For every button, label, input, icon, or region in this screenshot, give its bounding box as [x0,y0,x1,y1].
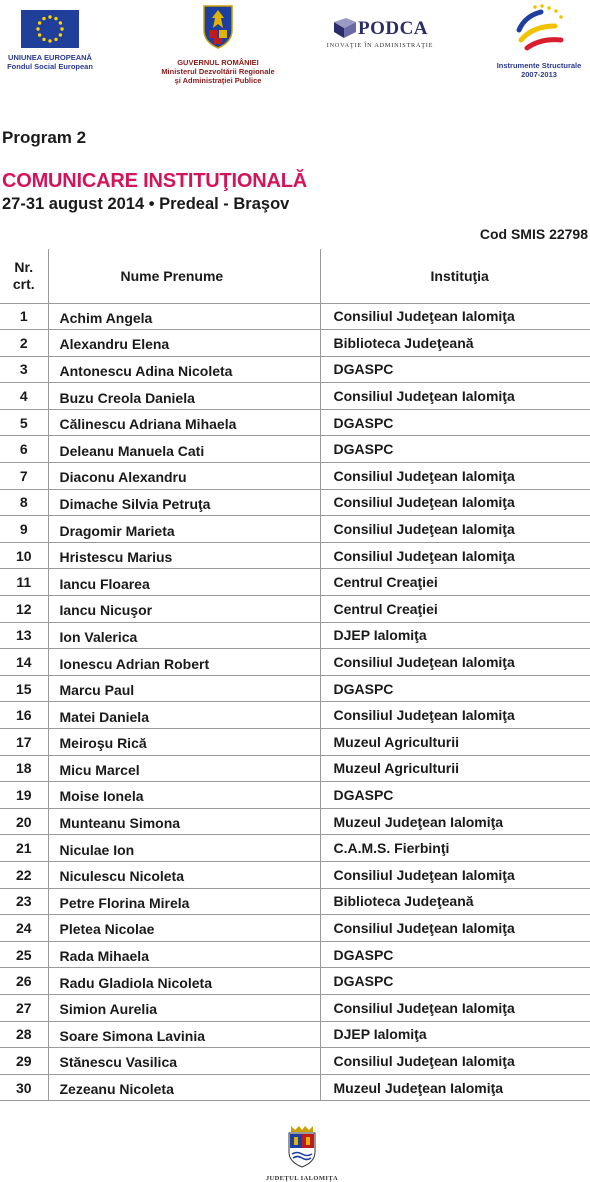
eu-logo-line2: Fondul Social European [7,62,93,71]
row-number: 27 [0,994,48,1021]
table-row [0,968,590,995]
participant-name: Dimache Silvia Petruţa [48,489,320,516]
eu-star-icon [38,33,41,36]
table-row [0,1074,590,1101]
table-row [0,569,590,596]
participant-institution: DGASPC [320,356,590,383]
table-row [0,303,590,330]
participant-name: Ionescu Adrian Robert [48,649,320,676]
table-row [0,463,590,490]
table-row [0,356,590,383]
participant-name: Ion Valerica [48,622,320,649]
participant-institution: Centrul Creaţiei [320,596,590,623]
participant-institution: Consiliul Judeţean Ialomiţa [320,649,590,676]
eu-star-icon [42,17,45,20]
row-number: 13 [0,622,48,649]
eu-star-icon [60,27,63,30]
participant-institution: Biblioteca Judeţeană [320,888,590,915]
participant-institution: C.A.M.S. Fierbinţi [320,835,590,862]
participant-institution: Consiliul Judeţean Ialomiţa [320,861,590,888]
participant-institution: Consiliul Judeţean Ialomiţa [320,542,590,569]
header-nr-line2: crt. [12,275,35,292]
participant-institution: Muzeul Judeţean Ialomiţa [320,808,590,835]
table-row [0,835,590,862]
table-row [0,729,590,756]
row-number: 26 [0,968,48,995]
eu-star-icon [59,21,62,24]
row-number: 8 [0,489,48,516]
row-number: 16 [0,702,48,729]
row-number: 5 [0,409,48,436]
table-row [0,782,590,809]
table-row [0,330,590,357]
participant-institution: DJEP Ialomiţa [320,622,590,649]
participant-name: Alexandru Elena [48,330,320,357]
row-number: 15 [0,675,48,702]
row-number: 25 [0,941,48,968]
table-row [0,649,590,676]
participant-name: Niculae Ion [48,835,320,862]
row-number: 23 [0,888,48,915]
table-row [0,861,590,888]
table-row [0,941,590,968]
participant-name: Călinescu Adriana Mihaela [48,409,320,436]
row-number: 4 [0,383,48,410]
participant-name: Buzu Creola Daniela [48,383,320,410]
page-title: COMUNICARE INSTITUŢIONALĂ [2,170,307,192]
cod-smis: Cod SMIS 22798 [479,226,588,242]
table-row [0,888,590,915]
participant-name: Dragomir Marieta [48,516,320,543]
participant-institution: Consiliul Judeţean Ialomiţa [320,516,590,543]
row-number: 28 [0,1021,48,1048]
participant-institution: Centrul Creaţiei [320,569,590,596]
participant-name: Soare Simona Lavinia [48,1021,320,1048]
row-number: 19 [0,782,48,809]
row-number: 20 [0,808,48,835]
podca-tagline: INOVAŢIE ÎN ADMINISTRAŢIE [326,42,434,49]
participant-institution: DJEP Ialomiţa [320,1021,590,1048]
participant-name: Antonescu Adina Nicoleta [48,356,320,383]
table-row [0,675,590,702]
table-row [0,436,590,463]
eu-star-icon [38,21,41,24]
program-label: Program 2 [2,128,87,147]
participant-name: Iancu Floarea [48,569,320,596]
participant-name: Zezeanu Nicoleta [48,1074,320,1101]
participant-name: Moise Ionela [48,782,320,809]
eu-star-icon [48,15,51,18]
gov-logo-line2: Ministerul Dezvoltării Regionale [161,67,275,76]
participant-name: Meiroşu Rică [48,729,320,756]
participant-name: Simion Aurelia [48,994,320,1021]
row-number: 30 [0,1074,48,1101]
row-number: 3 [0,356,48,383]
row-number: 12 [0,596,48,623]
podca-mark-icon [332,18,358,40]
ialomita-coat-of-arms-icon [285,1124,319,1168]
table-row [0,994,590,1021]
participant-name: Niculescu Nicoleta [48,861,320,888]
participant-name: Pletea Nicolae [48,915,320,942]
participants-table [0,249,590,1101]
eu-star-icon [54,38,57,41]
row-number: 1 [0,303,48,330]
participant-institution: Consiliul Judeţean Ialomiţa [320,915,590,942]
row-number: 24 [0,915,48,942]
participant-institution: Muzeul Judeţean Ialomiţa [320,1074,590,1101]
participant-institution: Consiliul Judeţean Ialomiţa [320,1048,590,1075]
header-nr-crt [0,249,48,303]
table-row [0,915,590,942]
table-row [0,409,590,436]
participant-institution: DGASPC [320,675,590,702]
participant-name: Diaconu Alexandru [48,463,320,490]
participant-institution: Muzeul Agriculturii [320,755,590,782]
participant-institution: Consiliul Judeţean Ialomiţa [320,303,590,330]
table-row [0,542,590,569]
eu-logo-line1: UNIUNEA EUROPEANĂ [8,53,92,62]
podca-wordmark: PODCA [357,18,429,39]
row-number: 18 [0,755,48,782]
eu-star-icon [36,27,39,30]
header-institution: Instituţia [430,267,489,284]
participant-institution: Consiliul Judeţean Ialomiţa [320,702,590,729]
participant-institution: DGASPC [320,968,590,995]
row-number: 14 [0,649,48,676]
gov-logo-line1: GUVERNUL ROMÂNIEI [177,58,259,67]
eu-star-icon [59,33,62,36]
eu-star-icon [48,39,51,42]
header-logos [0,0,590,100]
row-number: 6 [0,436,48,463]
participant-institution: DGASPC [320,782,590,809]
structural-instruments-logo [490,0,588,79]
header-name: Nume Prenume [48,249,320,303]
participant-name: Petre Florina Mirela [48,888,320,915]
participant-institution: DGASPC [320,409,590,436]
table-row [0,489,590,516]
participant-name: Hristescu Marius [48,542,320,569]
participant-name: Radu Gladiola Nicoleta [48,968,320,995]
table-row [0,622,590,649]
table-row [0,808,590,835]
is-logo-line2: 2007-2013 [521,70,557,79]
eu-star-icon [54,17,57,20]
participant-name: Achim Angela [48,303,320,330]
table-row [0,1021,590,1048]
government-logo [148,2,288,85]
participant-name: Micu Marcel [48,755,320,782]
row-number: 9 [0,516,48,543]
structural-instruments-icon [511,0,567,54]
participant-name: Rada Mihaela [48,941,320,968]
row-number: 17 [0,729,48,756]
eu-flag-icon [21,10,79,48]
participant-name: Marcu Paul [48,675,320,702]
table-row [0,516,590,543]
gov-logo-line3: şi Administraţiei Publice [174,76,262,85]
participant-institution: Consiliul Judeţean Ialomiţa [320,994,590,1021]
participant-institution: Muzeul Agriculturii [320,729,590,756]
header-nr-line1: Nr. [14,258,34,275]
participant-name: Iancu Nicuşor [48,596,320,623]
is-logo-line1: Instrumente Structurale [496,61,582,70]
eu-logo [3,10,97,71]
participant-name: Munteanu Simona [48,808,320,835]
footer-caption: JUDEŢUL IALOMIŢA [265,1175,339,1182]
participant-name: Stănescu Vasilica [48,1048,320,1075]
participant-institution: DGASPC [320,941,590,968]
participant-institution: Consiliul Judeţean Ialomiţa [320,383,590,410]
participant-institution: DGASPC [320,436,590,463]
table-header-row [0,249,590,303]
table-row [0,1048,590,1075]
row-number: 11 [0,569,48,596]
table-row [0,702,590,729]
row-number: 21 [0,835,48,862]
event-date-location: 27-31 august 2014 • Predeal - Braşov [2,195,290,213]
row-number: 22 [0,861,48,888]
judetul-ialomita-logo [262,1124,342,1182]
participant-name: Deleanu Manuela Cati [48,436,320,463]
participant-name: Matei Daniela [48,702,320,729]
table-row [0,383,590,410]
row-number: 7 [0,463,48,490]
table-row [0,755,590,782]
romanian-coat-of-arms-icon [200,2,236,50]
row-number: 29 [0,1048,48,1075]
participant-institution: Consiliul Judeţean Ialomiţa [320,463,590,490]
participant-institution: Biblioteca Judeţeană [320,330,590,357]
podca-logo [326,18,434,49]
row-number: 2 [0,330,48,357]
table-row [0,596,590,623]
participant-institution: Consiliul Judeţean Ialomiţa [320,489,590,516]
row-number: 10 [0,542,48,569]
eu-star-icon [42,38,45,41]
